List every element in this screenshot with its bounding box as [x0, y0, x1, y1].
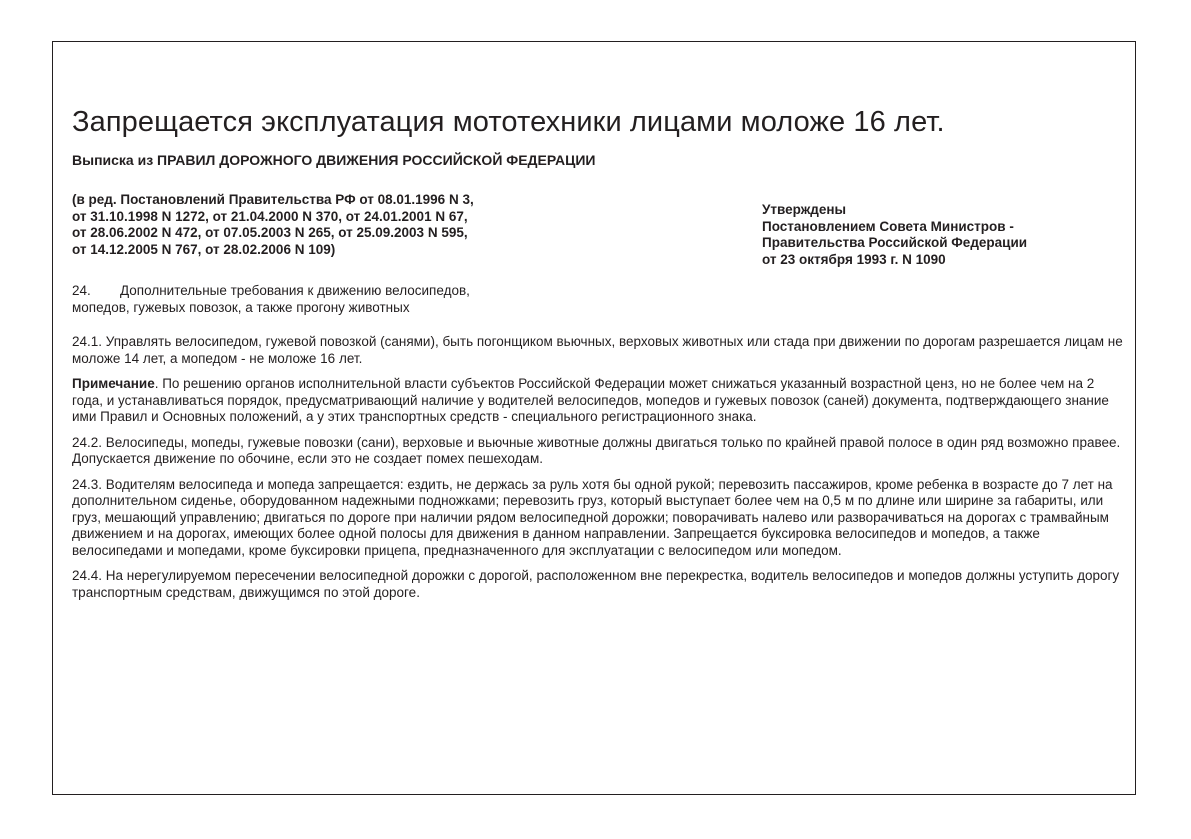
amendment-line: (в ред. Постановлений Правительства РФ от 08.01.1996 N 3,: [72, 192, 474, 207]
note-label: Примечание: [72, 376, 155, 391]
subtitle: Выписка из ПРАВИЛ ДОРОЖНОГО ДВИЖЕНИЯ РОССИЙСКОЙ ФЕДЕРАЦИИ: [72, 152, 596, 168]
amendments-block: [72, 192, 672, 258]
approved-line: Постановлением Совета Министров -: [762, 218, 1014, 234]
amendment-line: от 28.06.2002 N 472, от 07.05.2003 N 265, от 25.09.2003 N 595,: [72, 225, 468, 240]
paragraph-24-3: 24.3. Водителям велосипеда и мопеда запрещается: ездить, не держась за руль хотя бы одной рукой; перевозить пассажиров, кроме ребенка в возрасте до 7 лет на дополнительном сиденье, оборудованном надежными подножками; перевозить груз, который выступает более чем на 0,5 м по длине или ширине за габариты, или груз, мешающий управлению; двигаться по дороге при наличии рядом велосипедной дорожки; поворачивать налево или разворачиваться на дорогах с трамвайным движением и на дорогах, имеющих более одной полосы для движения в данном направлении. Запрещается буксировка велосипедов и мопедов, а также велосипедами и мопедами, кроме буксировки прицепа, предназначенного для эксплуатации с велосипедом или мопедом.: [72, 476, 1113, 558]
section-heading-line1: [72, 283, 632, 300]
approved-line: Утверждены: [762, 202, 847, 217]
section-heading: [72, 283, 632, 316]
section-number: 24.: [72, 283, 91, 298]
approved-line: от 23 октября 1993 г. N 1090: [762, 251, 946, 267]
paragraph-24-4: 24.4. На нерегулируемом пересечении велосипедной дорожки с дорогой, расположенном вне перекрестка, водитель велосипедов и мопедов должны уступить дорогу транспортным средствам, движущимся по этой дороге.: [72, 568, 1120, 600]
approved-block: [762, 202, 1142, 268]
amendment-line: от 14.12.2005 N 767, от 28.02.2006 N 109): [72, 241, 336, 257]
amendment-line: от 31.10.1998 N 1272, от 21.04.2000 N 370, от 24.01.2001 N 67,: [72, 208, 468, 224]
approved-line: Правительства Российской Федерации: [762, 235, 1028, 250]
paragraph-24-1: 24.1. Управлять велосипедом, гужевой повозкой (санями), быть погонщиком вьючных, верховых животных или стада при движении по дорогам разрешается лицам не моложе 14 лет, а мопедом - не моложе 16 лет.: [72, 334, 1123, 366]
note-paragraph: [72, 376, 1124, 426]
note-text: . По решению органов исполнительной власти субъектов Российской Федерации может снижаться указанный возрастной ценз, но не более чем на 2 года, и устанавливаться порядок, предусматривающий наличие у водителей велосипедов, мопедов и гужевых повозок (саней) документа, подтверждающего знание ими Правил и Основных положений, а у этих транспортных средств - специального регистрационного знака.: [72, 376, 1109, 424]
section-heading-text: Дополнительные требования к движению велосипедов,: [120, 283, 470, 298]
paragraph-24-2: 24.2. Велосипеды, мопеды, гужевые повозки (сани), верховые и вьючные животные должны двигаться только по крайней правой полосе в один ряд возможно правее. Допускается движение по обочине, если это не создает помех пешеходам.: [72, 434, 1121, 466]
page-title: Запрещается эксплуатация мототехники лицами моложе 16 лет.: [72, 106, 945, 138]
section-body: [72, 334, 1124, 610]
section-heading-line2: мопедов, гужевых повозок, а также прогону животных: [72, 299, 410, 315]
